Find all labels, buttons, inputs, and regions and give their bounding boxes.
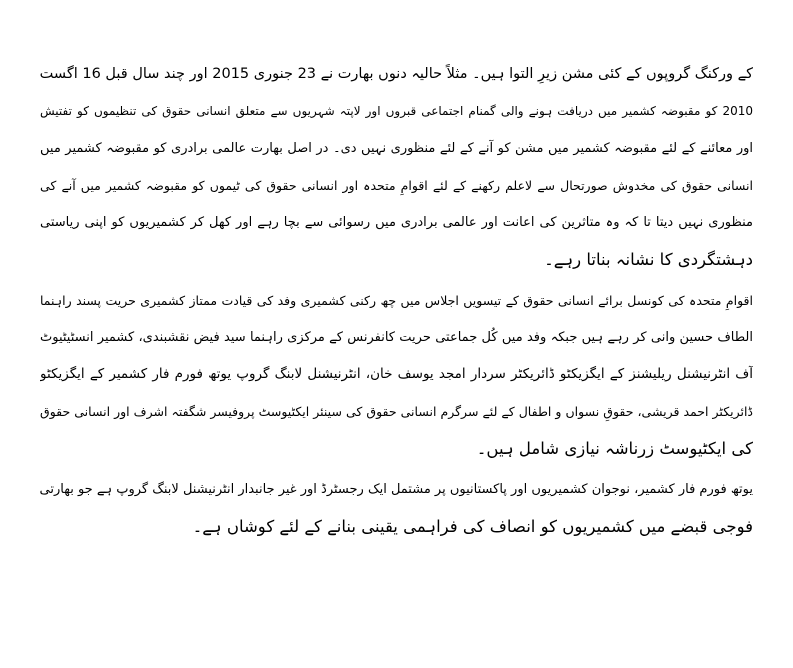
- text-line: اقوامِ متحدہ کی کونسل برائے انسانی حقوق کے تیسویں اجلاس میں چھ رکنی کشمیری وفد کی قیادت ممتاز کشمیری حریت پسند راہنما: [40, 293, 753, 308]
- text-line: 2010 کو مقبوضہ کشمیر میں دریافت ہونے والی گمنام اجتماعی قبروں اور لاپتہ شہریوں سے متعلق انسانی حقوق کی تنظیموں کو تفتیش: [40, 104, 753, 118]
- text-line: کے ورکنگ گروپوں کے کئی مشن زیرِ التوا ہیں۔ مثلاً حالیہ دنوں بھارت نے 23 جنوری 2015 اور چند سال قبل 16 اگست: [40, 66, 753, 82]
- text-line: اور معائنے کے لئے مقبوضہ کشمیر میں مشن کو آنے کے لئے منظوری نہیں دی۔ در اصل بھارت عالمی برادری کو مقبوضہ کشمیر میں: [40, 141, 753, 156]
- text-line: الطاف حسین وانی کر رہے ہیں جبکہ وفد میں کُل جماعتی حریت کانفرنس کے مرکزی راہنما سید فیض نقشبندی، کشمیر انسٹیٹیوٹ: [40, 330, 753, 345]
- text-line: فوجی قبضے میں کشمیریوں کو انصاف کی فراہمی یقینی بنانے کے لئے کوشاں ہے۔: [192, 517, 753, 536]
- paragraph-3: [40, 471, 753, 545]
- text-line: انسانی حقوق کی مخدوش صورتحال سے لاعلم رکھنے کے لئے اقوامِ متحدہ اور انسانی حقوق کی ٹیموں کو مقبوضہ کشمیر میں آنے کی: [40, 178, 753, 193]
- text-line: دہشتگردی کا نشانہ بناتا رہے۔: [544, 250, 753, 269]
- text-line: آف انٹرنیشنل ریلیشنز کے ایگزیکٹو ڈائریکٹر سردار امجد یوسف خان، انٹرنیشنل لابنگ گروپ یوتھ فورم فار کشمیر کے ایگزیکٹو: [40, 366, 753, 382]
- text-line: منظوری نہیں دیتا تا کہ وہ متاثرین کی اعانت اور عالمی برادری میں رسوائی سے بچا رہے اور کھل کر کشمیریوں کو اپنی ریاستی: [40, 215, 753, 230]
- paragraph-2: [40, 282, 753, 467]
- text-line: یوتھ فورم فار کشمیر، نوجوان کشمیریوں اور پاکستانیوں پر مشتمل ایک رجسٹرڈ اور غیر جانبدار انٹرنیشنل لابنگ گروپ ہے جو بھارتی: [40, 482, 753, 497]
- paragraph-1: [40, 56, 753, 278]
- text-line: کی ایکٹیوسٹ زرناشہ نیازی شامل ہیں۔: [476, 439, 753, 458]
- text-line: ڈائریکٹر احمد قریشی، حقوقِ نسواں و اطفال کے لئے سرگرم انسانی حقوق کی سینئر ایکٹیوسٹ پروفیسر شگفتہ اشرف اور انسانی حقوق: [40, 404, 753, 419]
